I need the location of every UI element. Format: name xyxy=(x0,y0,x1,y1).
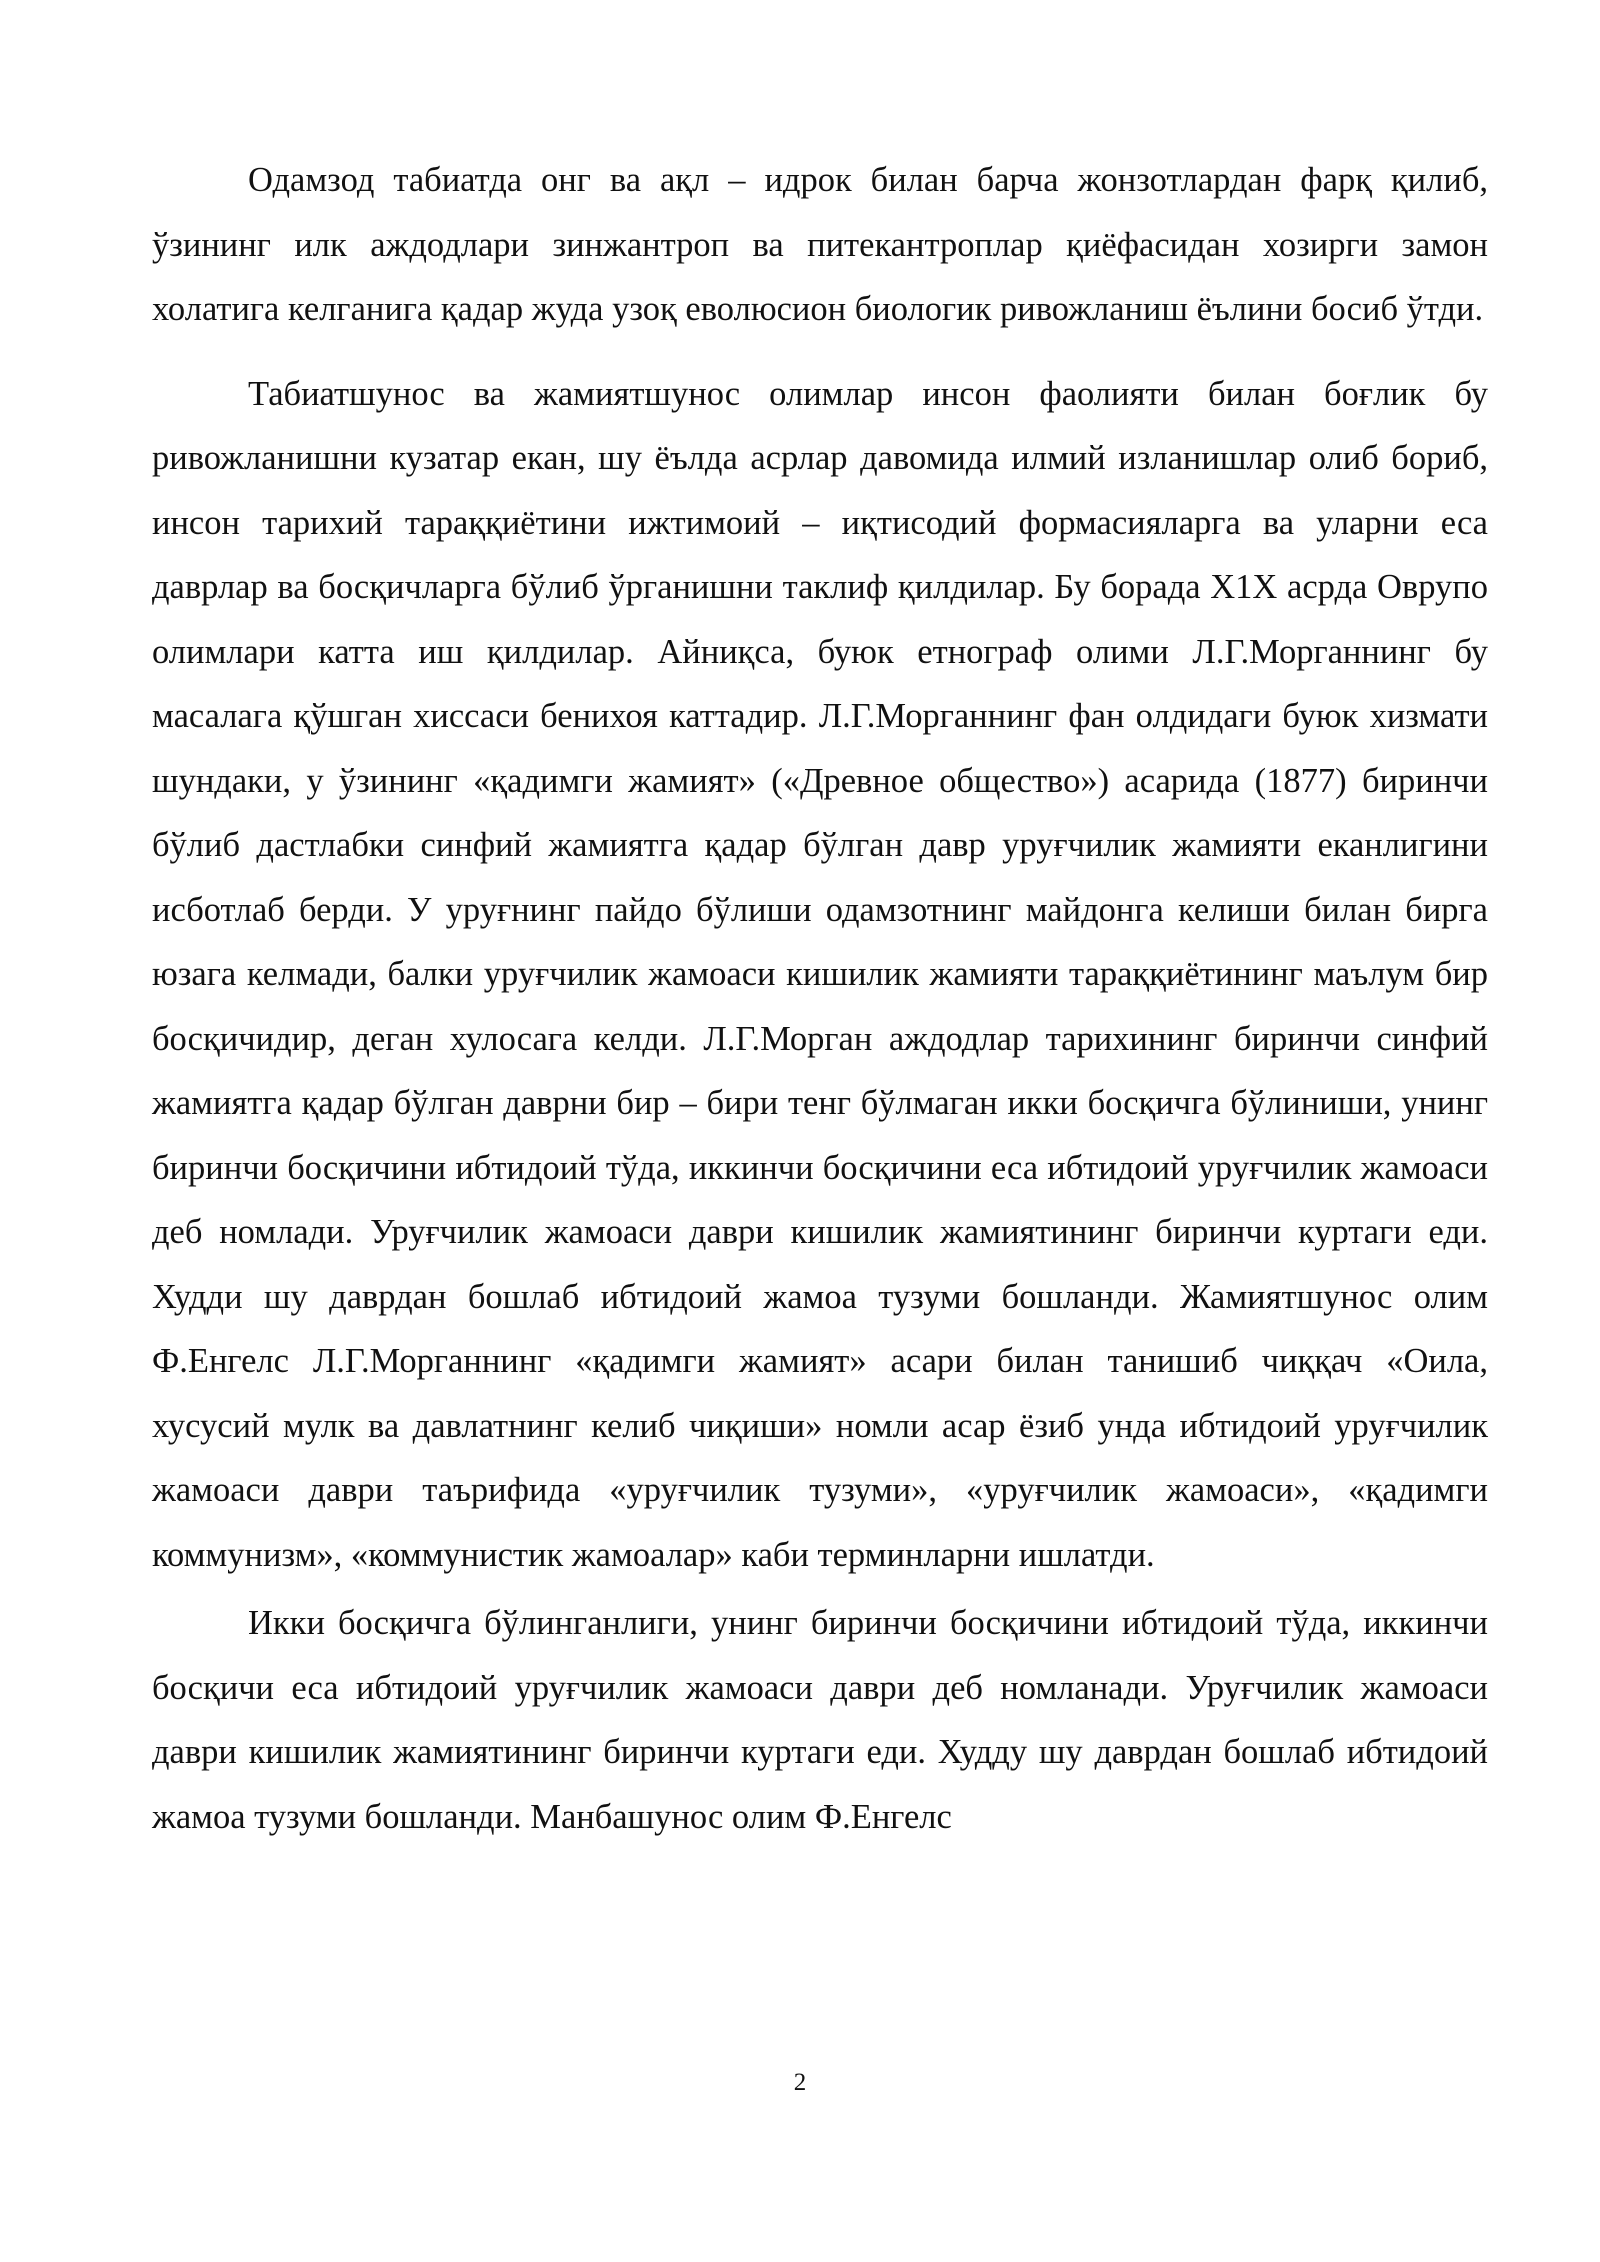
paragraph-1: Одамзод табиатда онг ва ақл – идрок билан барча жонзотлардан фарқ қилиб, ўзининг илк аждодлари зинжантроп ва питекантроплар қиёфасидан хозирги замон холатига келганига қадар жуда узоқ еволюсион биологик ривожланиш ёълини босиб ўтди. xyxy=(152,161,1488,328)
paragraph-2: Табиатшунос ва жамиятшунос олимлар инсон фаолияти билан боғлик бу ривожланишни кузатар екан, шу ёълда асрлар давомида илмий изланишлар олиб бориб, инсон тарихий тараққиётини ижтимоий – иқтисодий формасияларга ва уларни еса даврлар ва босқичларга бўлиб ўрганишни таклиф қилдилар. Бу борада X1X асрда Оврупо олимлари катта иш қилдилар. Айниқса, буюк етнограф олими Л.Г.Морганнинг бу масалага қўшган хиссаси бенихоя каттадир. Л.Г.Морганнинг фан олдидаги буюк хизмати шундаки, у ўзининг «қадимги жамият» («Древное общество») асарида (1877) биринчи бўлиб дастлабки синфий жамиятга қадар бўлган давр уруғчилик жамияти еканлигини исботлаб берди. У уруғнинг пайдо бўлиши одамзотнинг майдонга келиши билан бирга юзага келмади, балки уруғчилик жамоаси кишилик жамияти тараққиётининг маълум бир босқичидир, деган хулосага келди. Л.Г.Морган аждодлар тарихининг биринчи синфий жамиятга қадар бўлган даврни бир – бири тенг бўлмаган икки босқичга бўлиниши, унинг биринчи босқичини ибтидоий тўда, иккинчи босқичини еса ибтидоий уруғчилик жамоаси деб номлади. Уруғчилик жамоаси даври кишилик жамиятининг биринчи куртаги еди. Худди шу даврдан бошлаб ибтидоий жамоа тузуми бошланди. Жамиятшунос олим Ф.Енгелс Л.Г.Морганнинг «қадимги жамият» асари билан танишиб чиққач «Оила, хусусий мулк ва давлатнинг келиб чиқиши» номли асар ёзиб унда ибтидоий уруғчилик жамоаси даври таърифида «уруғчилик тузуми», «уруғчилик жамоаси», «қадимги коммунизм», «коммунистик жамоалар» каби терминларни ишлатди. xyxy=(152,374,1488,1574)
document-page xyxy=(152,148,1488,1849)
paragraph-3: Икки босқичга бўлинганлиги, унинг биринчи босқичини ибтидоий тўда, иккинчи босқичи еса ибтидоий уруғчилик жамоаси даври деб номланади. Уруғчилик жамоаси даври кишилик жамиятининг биринчи куртаги еди. Худду шу даврдан бошлаб ибтидоий жамоа тузуми бошланди. Манбашунос олим Ф.Енгелс xyxy=(152,1604,1488,1836)
page-number: 2 xyxy=(793,2069,807,2096)
